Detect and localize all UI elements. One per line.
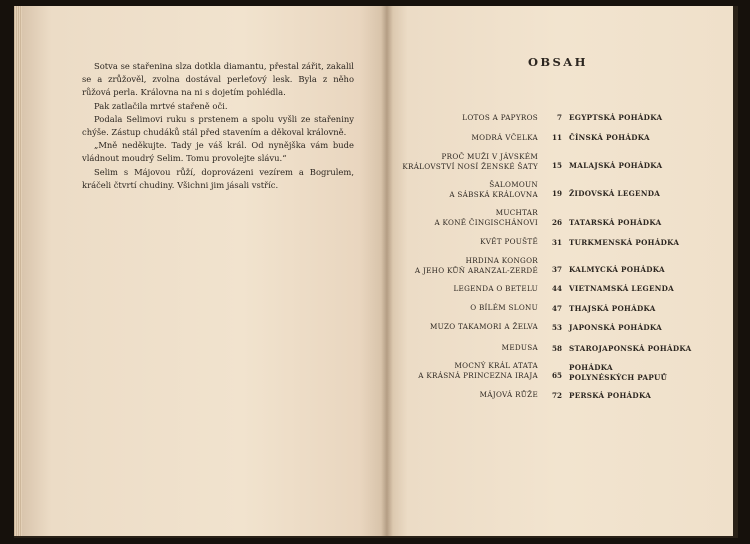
toc-entry-page: 47 [551,304,562,313]
toc-entry-title: HRDINA KONGOR A JEHO KŮŇ ARANZAL-ZERDÉ [414,256,538,275]
toc-entry-category: PERSKÁ POHÁDKA [569,391,652,400]
toc-entry-page: 58 [551,344,562,353]
toc-entry-category: ŽIDOVSKÁ LEGENDA [569,189,661,198]
toc-entry-page: 65 [551,371,562,380]
story-text [82,60,354,192]
toc-entry-page: 11 [551,133,562,142]
toc-entry-category: POHÁDKA POLYNÉSKÝCH PAPUŮ [569,363,668,382]
toc-entry-category: THAJSKÁ POHÁDKA [569,304,656,313]
toc-entry-title: KVĚT POUŠTĚ [480,237,538,246]
story-paragraph: Podala Selimovi ruku s prstenem a spolu vyšli ze stařeniny chýše. Zástup chudáků stál před stavením a děkoval královně. [82,113,354,138]
toc-entry-page: 44 [551,284,562,293]
toc-entry-page: 15 [551,161,562,170]
toc-entry-title: MUZO TAKAMORI A ŽELVA [429,322,538,331]
toc-entry-page: 53 [551,323,562,332]
toc-entry-title: PROČ MUŽI V JÁVSKÉM KRÁLOVSTVÍ NOSÍ ŽENSKÉ ŠATY [402,152,538,171]
toc-entry-page: 19 [551,189,562,198]
story-paragraph: „Mně neděkujte. Tady je váš král. Od nynějška vám bude vládnout moudrý Selim. Tomu provolejte slávu.“ [82,140,354,164]
toc-entry-category: MALAJSKÁ POHÁDKA [569,161,663,170]
story-paragraph: Pak zatlačila mrtvé stařeně oči. [94,100,228,111]
toc-entry-title: LOTOS A PAPYROS [462,113,538,122]
toc-heading: OBSAH [528,55,588,69]
toc-entry-category: TATARSKÁ POHÁDKA [569,218,662,227]
toc-entry-title: MÁJOVÁ RŮŽE [479,390,538,399]
story-paragraph: Sotva se stařenina slza dotkla diamantu, přestal zářit, zakalil se a zrůžověl, zvolna dostával perleťový lesk. Byla z něho růžová perla. Královna na ni s dojetím pohlédla. [82,61,354,98]
toc-entry-title: MODRÁ VČELKA [471,133,538,142]
toc-entry-category: VIETNAMSKÁ LEGENDA [569,284,675,293]
book-gutter [381,6,393,536]
toc-entry-category: EGYPTSKÁ POHÁDKA [569,113,663,122]
story-paragraph: Selim s Májovou růží, doprovázeni vezírem a Bogrulem, kráčeli čtvrtí chudiny. Všichni jim jásali vstříc. [82,166,354,190]
toc-entry-page: 37 [551,265,562,274]
toc-entry-page: 72 [551,391,562,400]
toc-entry-category: JAPONSKÁ POHÁDKA [569,323,663,332]
toc-entry-title: ŠALOMOUN A SÁBSKÁ KRÁLOVNA [449,180,538,199]
toc-entry-page: 7 [556,113,562,122]
toc-entry-category: ČÍNSKÁ POHÁDKA [569,133,650,142]
page-edges [14,6,22,536]
toc-entry-page: 26 [551,218,562,227]
toc-entry-page: 31 [551,238,562,247]
toc-entry-title: LEGENDA O BETELU [453,284,538,293]
toc-entry-title: MEDUSA [501,343,538,352]
toc-entry-title: MOCNÝ KRÁL ATATA A KRÁSNÁ PRINCEZNA IRAJA [418,361,538,380]
toc-entry-category: KALMYCKÁ POHÁDKA [569,265,665,274]
toc-entry-category: STAROJAPONSKÁ POHÁDKA [569,344,692,353]
toc-entry-title: O BÍLÉM SLONU [470,303,538,312]
toc-entry-title: MUCHTAR A KONĚ ČINGISCHÁNOVI [434,208,538,227]
toc-entry-category: TURKMENSKÁ POHÁDKA [569,238,680,247]
